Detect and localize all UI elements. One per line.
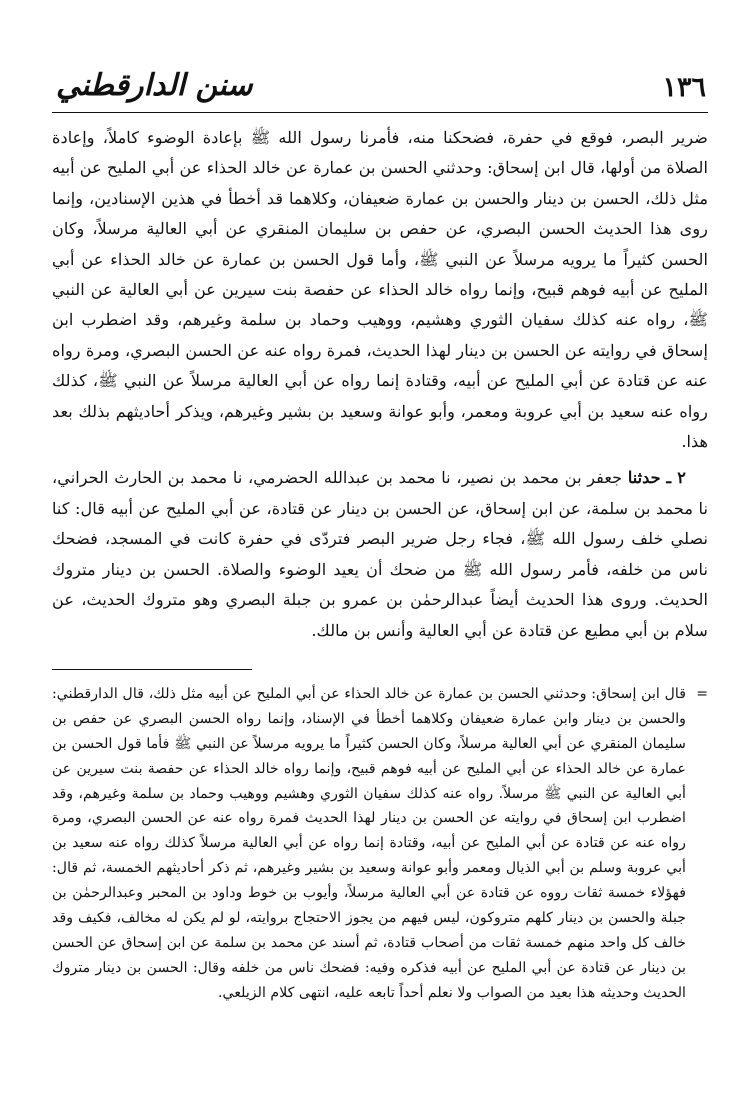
footnote-separator <box>52 669 252 670</box>
hadith-text: جعفر بن محمد بن نصير، نا محمد بن عبدالله الحضرمي، نا محمد بن الحارث الحراني، نا محمد بن سلمة، عن ابن إسحاق، عن الحسن بن دينار عن قتادة، عن أبي المليح عن أبيه قال: كنا نصلي خلف رسول الله ﷺ، فجاء رجل ضرير البصر فتردّى في حفرة كانت في المسجد، فضحك ناس من خلفه، فأمر رسول الله ﷺ من ضحك أن يعيد الوضوء والصلاة. الحسن بن دينار متروك الحديث. وروى هذا الحديث أيضاً عبدالرحمٰن بن عمرو بن جبلة البصري وهو متروك الحديث، عن سلام بن أبي مطيع عن قتادة عن أبي العالية وأنس بن مالك. <box>52 468 708 640</box>
paragraph-continuation: ضرير البصر، فوقع في حفرة، فضحكنا منه، فأمرنا رسول الله ﷺ بإعادة الوضوء كاملاً، وإعادة الصلاة من أولها، قال ابن إسحاق: وحدثني الحسن بن عمارة عن خالد الحذاء عن أبي المليح عن أبيه مثل ذلك، الحسن بن دينار والحسن بن عمارة ضعيفان، وكلاهما قد أخطأ في هذين الإسنادين، وإنما روى هذا الحديث الحسن البصري، عن حفص بن سليمان المنقري عن أبي العالية مرسلاً، وكان الحسن كثيراً ما يرويه مرسلاً عن النبي ﷺ، وأما قول الحسن بن عمارة عن خالد الحذاء عن أبي المليح عن أبيه فوهم قبيح، وإنما رواه خالد الحذاء عن حفصة بنت سيرين عن أبي العالية عن النبي ﷺ، رواه عنه كذلك سفيان الثوري وهشيم، ووهيب وحماد بن سلمة وغيرهم، وقد اضطرب ابن إسحاق في روايته عن الحسن بن دينار لهذا الحديث، فمرة رواه عنه عن الحسن البصري، ومرة رواه عنه عن قتادة عن أبي المليح عن أبيه، وقتادة إنما رواه عن أبي العالية مرسلاً عن النبي ﷺ، كذلك رواه عنه سعيد بن أبي عروبة ومعمر، وأبو عوانة وسعيد بن بشير وغيرهم، ويذكر أحاديثهم بذلك بعد هذا. <box>52 128 708 452</box>
footnote-text: قال ابن إسحاق: وحدثني الحسن بن عمارة عن خالد الحذاء عن أبي المليح عن أبيه مثل ذلك، قال الدارقطني: والحسن بن دينار وابن عمارة ضعيفان وكلاهما أخطأ في الإسناد، وإنما رواه الحسن البصري عن حفص بن سليمان المنقري عن أبي العالية مرسلاً، وكان الحسن كثيراً ما يرويه مرسلاً عن النبي ﷺ فأما قول الحسن بن عمارة عن خالد الحذاء عن أبي المليح عن أبيه فوهم قبيح، وإنما رواه خالد الحذاء عن حفصة بنت سيرين عن أبي العالية عن النبي ﷺ مرسلاً. رواه عنه كذلك سفيان الثوري وهشيم ووهيب وحماد بن سلمة وغيرهم، وقد اضطرب ابن إسحاق في روايته عن الحسن بن دينار لهذا الحديث فمرة رواه عنه عن الحسن البصري، ومرة رواه عنه عن قتادة عن أبي المليح عن أبيه، وقتادة إنما رواه عن أبي العالية مرسلاً كذلك رواه عنه سعيد بن أبي عروبة وسلم بن أبي الذيال ومعمر وأبو عوانة وسعيد بن بشير وغيرهم، ثم ذكر أحاديثهم الخمسة، ثم قال: فهؤلاء خمسة ثقات رووه عن قتادة عن أبي العالية مرسلاً، وأيوب بن خوط وداود بن المحبر وعبدالرحمٰن بن جبلة والحسن بن دينار كلهم متروكون، ليس فيهم من يجوز الاحتجاج بروايته، لو لم يكن له مخالف، فكيف وقد خالف كل واحد منهم خمسة ثقات من أصحاب قتادة، ثم أسند عن محمد بن سلمة عن ابن إسحاق عن الحسن بن دينار عن قتادة عن أبي المليح عن أبيه فذكره وفيه: فضحك ناس من خلفه وقال: الحسن بن دينار متروك الحديث وحديثه هذا بعيد من الصواب ولا نعلم أحداً تابعه عليه، انتهى كلام الزيلعي. <box>52 685 686 1001</box>
main-text <box>52 123 708 646</box>
haddathana-word: حدثنا <box>627 468 661 488</box>
page-number: ١٣٦ <box>662 72 706 103</box>
footnote-continuation-mark: = <box>696 685 708 702</box>
hadith-number: ٢ ـ <box>666 468 686 488</box>
footnote <box>52 682 708 1006</box>
book-title: سنن الدارقطني <box>56 68 253 103</box>
hadith-paragraph <box>52 463 708 645</box>
page-header <box>52 60 708 113</box>
book-page <box>52 60 708 1113</box>
